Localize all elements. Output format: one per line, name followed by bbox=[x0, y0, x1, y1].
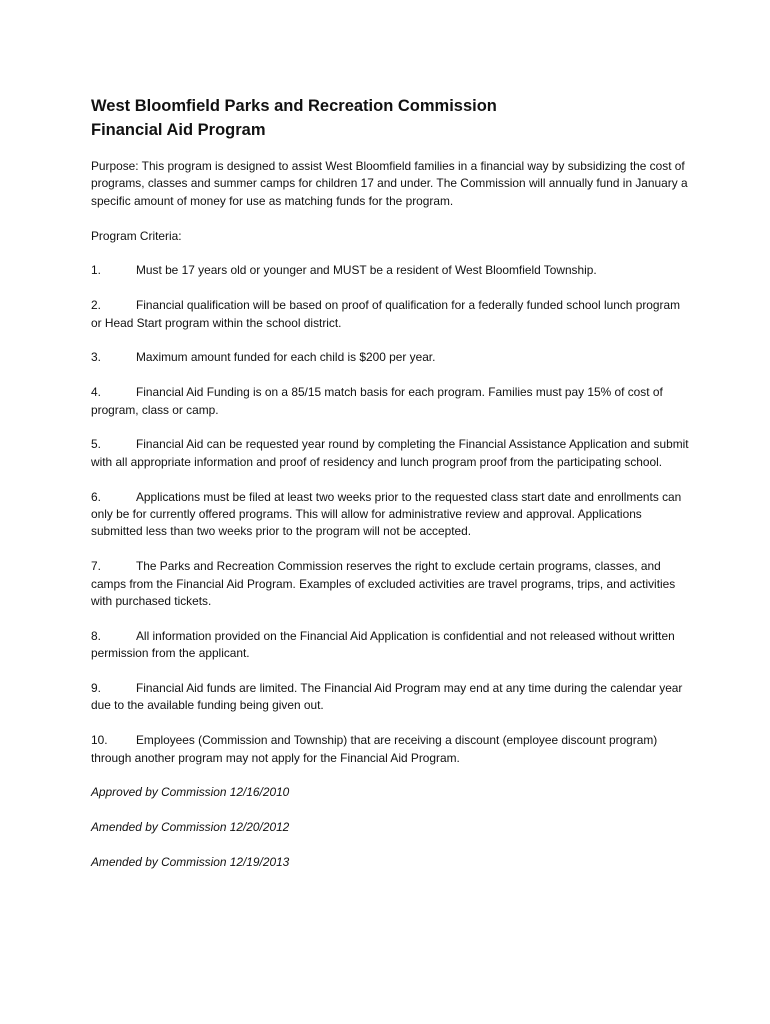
criteria-item bbox=[91, 349, 691, 366]
criteria-number: 6. bbox=[91, 489, 101, 504]
amendment-note: Amended by Commission 12/20/2012 bbox=[91, 820, 290, 835]
criteria-item bbox=[91, 297, 691, 332]
criteria-text: Financial qualification will be based on proof of qualification for a federally funded school lunch program or Head Start program within the school district. bbox=[91, 298, 680, 330]
criteria-text: Employees (Commission and Township) that are receiving a discount (employee discount program) through another program may not apply for the Financial Aid Program. bbox=[91, 733, 658, 765]
criteria-number: 9. bbox=[91, 681, 101, 696]
criteria-number: 7. bbox=[91, 559, 101, 574]
criteria-number: 2. bbox=[91, 298, 101, 313]
criteria-item bbox=[91, 489, 691, 541]
criteria-item bbox=[91, 558, 691, 610]
criteria-number: 3. bbox=[91, 350, 101, 365]
criteria-item bbox=[91, 732, 691, 767]
purpose-paragraph: Purpose: This program is designed to assist West Bloomfield families in a financial way by subsidizing the cost of programs, classes and summer camps for children 17 and under. The Commission will annually fund in January a specific amount of money for use as matching funds for the program. bbox=[91, 159, 688, 208]
criteria-number: 4. bbox=[91, 385, 101, 400]
criteria-text: All information provided on the Financial Aid Application is confidential and not released without written permission from the applicant. bbox=[91, 628, 675, 661]
criteria-text: Must be 17 years old or younger and MUST be a resident of West Bloomfield Township. bbox=[136, 263, 597, 278]
criteria-number: 5. bbox=[91, 437, 101, 452]
criteria-item bbox=[91, 628, 691, 663]
criteria-item bbox=[91, 262, 691, 279]
title-line-1: West Bloomfield Parks and Recreation Commission bbox=[91, 97, 497, 115]
document-title bbox=[91, 94, 691, 142]
approval-note: Approved by Commission 12/16/2010 bbox=[91, 785, 290, 800]
criteria-text: Financial Aid funds are limited. The Financial Aid Program may end at any time during the calendar year due to the available funding being given out. bbox=[91, 681, 683, 713]
amendment-note: Amended by Commission 12/19/2013 bbox=[91, 855, 290, 870]
criteria-number: 8. bbox=[91, 628, 101, 643]
criteria-text: The Parks and Recreation Commission reserves the right to exclude certain programs, classes, and camps from the Financial Aid Program. Examples of excluded activities are travel programs, trips, and activities with purchased tickets. bbox=[91, 559, 676, 609]
criteria-item bbox=[91, 436, 691, 471]
criteria-number: 1. bbox=[91, 263, 101, 278]
criteria-heading: Program Criteria: bbox=[91, 228, 182, 243]
criteria-text: Applications must be filed at least two weeks prior to the requested class start date and enrollments can only be for currently offered programs. This will allow for administrative review and approval. Applications submitted less than two weeks prior to the program will not be accepted. bbox=[91, 489, 682, 539]
criteria-text: Financial Aid can be requested year round by completing the Financial Assistance Application and submit with all appropriate information and proof of residency and lunch program proof from the participating school. bbox=[91, 437, 689, 469]
criteria-item bbox=[91, 384, 691, 419]
criteria-number: 10. bbox=[91, 733, 108, 748]
title-line-2: Financial Aid Program bbox=[91, 121, 266, 139]
document-body bbox=[91, 94, 691, 889]
criteria-text: Financial Aid Funding is on a 85/15 match basis for each program. Families must pay 15% of cost of program, class or camp. bbox=[91, 385, 663, 417]
criteria-text: Maximum amount funded for each child is $200 per year. bbox=[136, 350, 436, 365]
criteria-item bbox=[91, 680, 691, 715]
